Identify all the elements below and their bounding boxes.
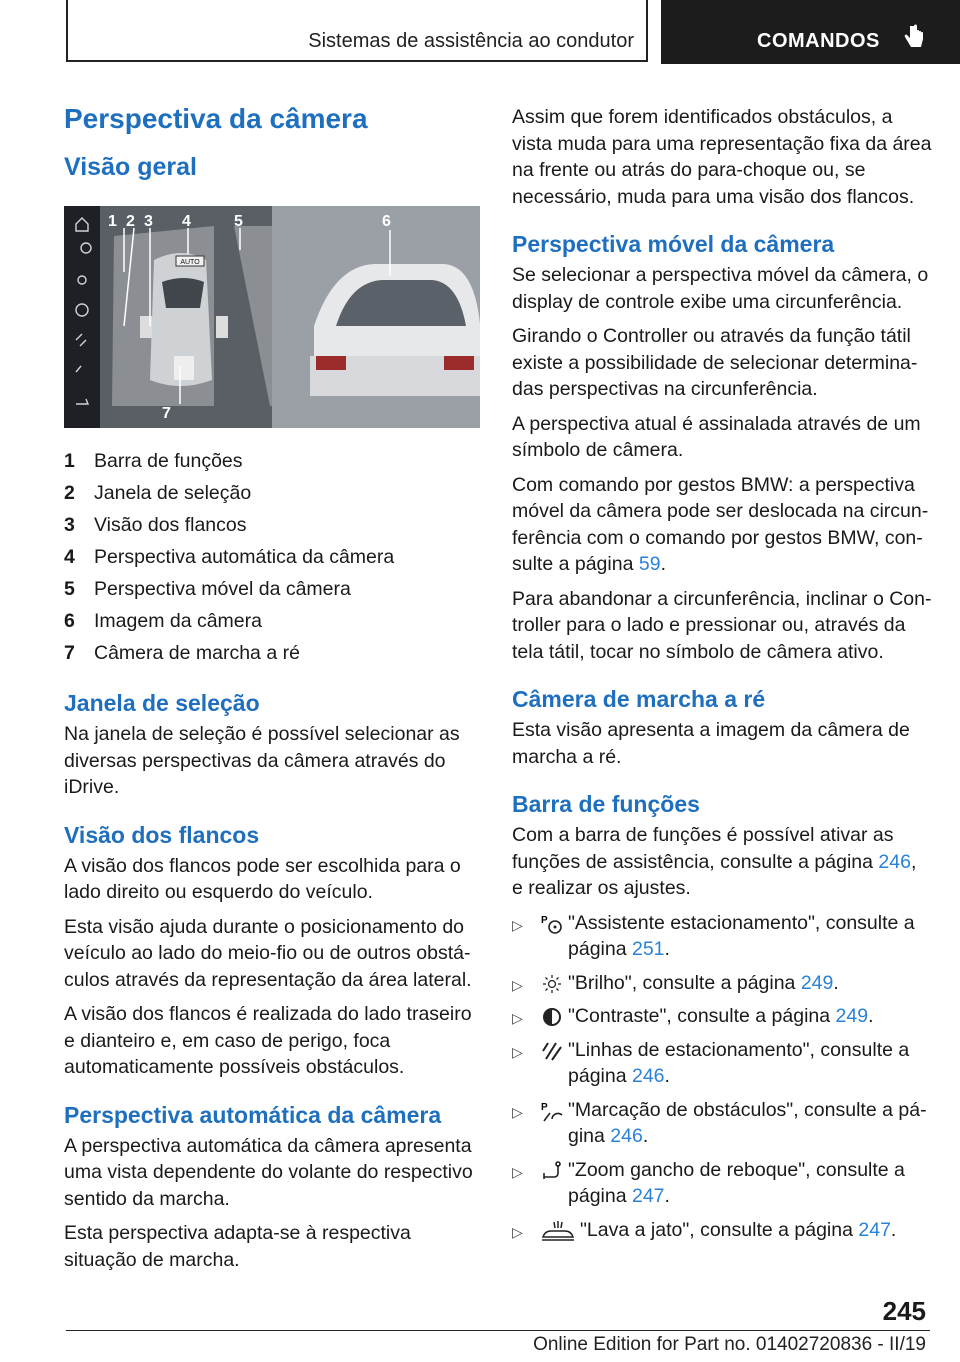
edition-note: Online Edition for Part no. 01402720836 - II/19 bbox=[533, 1334, 926, 1355]
camera-screen-figure bbox=[64, 206, 480, 428]
function-bar-heading: Barra de funções bbox=[512, 791, 700, 817]
figure-label-7: 7 bbox=[162, 405, 171, 422]
legend-item: 7 Câmera de marcha a ré bbox=[64, 642, 300, 664]
paragraph: Assim que forem identificados obstáculos, a vista muda para uma representação fixa da área na frente ou atrás do para-choque ou, se necessário, muda para uma visão dos flancos. bbox=[512, 106, 932, 208]
brightness-icon bbox=[540, 972, 564, 996]
flank-view-heading: Visão dos flancos bbox=[64, 821, 260, 848]
parking-assistant-icon bbox=[540, 912, 564, 936]
legend-item: 6 Imagem da câmera bbox=[64, 610, 262, 632]
legend-item: 2 Janela de seleção bbox=[64, 482, 252, 504]
function-bar-list bbox=[512, 910, 932, 1244]
page-link[interactable]: 247 bbox=[858, 1218, 891, 1241]
figure-label-3: 3 bbox=[144, 213, 153, 230]
paragraph: Para abandonar a circunferência, inclinar o Controller para o lado e pressionar ou, através da tela tátil, tocar no símbolo de câmera ativo. bbox=[512, 587, 932, 663]
right-column bbox=[512, 104, 932, 1250]
page-link[interactable]: 249 bbox=[800, 971, 834, 994]
list-item: ▷ "Lava a jato", consulte a página 247. bbox=[512, 1217, 932, 1244]
paragraph: A visão dos flancos é realizada do lado traseiro e dianteiro e, em caso de perigo, foca automaticamente possíveis obstáculos. bbox=[64, 1003, 472, 1078]
list-item: ▷ P "Assistente estacionamento", consulte a página 251. bbox=[512, 911, 915, 960]
legend-item: 3 Visão dos flancos bbox=[64, 514, 247, 536]
list-item: ▷ "Brilho", consulte a página 249. bbox=[512, 970, 932, 997]
page-link[interactable]: 246 bbox=[631, 1065, 665, 1087]
car-wash-icon bbox=[540, 1219, 576, 1243]
page-header bbox=[66, 0, 960, 64]
chapter-tab bbox=[661, 0, 960, 64]
page-number: 245 bbox=[882, 1296, 926, 1326]
selection-window-heading: Janela de seleção bbox=[64, 690, 260, 716]
overview-heading: Visão geral bbox=[64, 153, 197, 181]
paragraph: Na janela de seleção é possível selecionar as diversas perspectivas da câmera através do iDrive. bbox=[64, 723, 460, 798]
legend-item: 4 Perspectiva automática da câmera bbox=[64, 546, 395, 568]
svg-text:P: P bbox=[541, 914, 548, 926]
chapter-title: COMANDOS bbox=[757, 30, 880, 52]
left-column bbox=[64, 100, 484, 1281]
paragraph: Girando o Controller ou através da função tátil existe a possibilidade de selecionar determinadas perspectivas na circunferência. bbox=[512, 325, 918, 400]
bullet-triangle-icon: ▷ bbox=[512, 1010, 523, 1026]
hand-pointer-icon bbox=[899, 22, 929, 52]
footer-divider bbox=[66, 1330, 930, 1331]
paragraph: A visão dos flancos pode ser escolhida para o lado direito ou esquerdo do veículo. bbox=[64, 854, 461, 903]
parking-lines-icon bbox=[540, 1039, 564, 1063]
contrast-icon bbox=[540, 1005, 564, 1029]
mobile-perspective-heading: Perspectiva móvel da câmera bbox=[512, 231, 835, 257]
auto-badge: AUTO bbox=[180, 259, 200, 266]
page-link[interactable]: 246 bbox=[610, 1125, 643, 1147]
page-link[interactable]: 249 bbox=[835, 1005, 869, 1027]
auto-perspective-heading: Perspectiva automática da câmera bbox=[64, 1101, 442, 1128]
legend-item: 5 Perspectiva móvel da câmera bbox=[64, 578, 351, 600]
section-title: Sistemas de assistência ao condutor bbox=[66, 0, 648, 62]
paragraph: Com a barra de funções é possível ativar as funções de assistência, consulte a página 246, e realizar os ajustes. bbox=[512, 824, 917, 899]
paragraph: Esta visão ajuda durante o posicionamento do veículo ao lado do meio-fio ou de outros obstáculos através da representação da área lateral. bbox=[64, 915, 472, 991]
paragraph: A perspectiva automática da câmera apresenta uma vista dependente do volante do respectivo sentido da marcha. bbox=[64, 1134, 473, 1210]
svg-text:P: P bbox=[541, 1101, 548, 1113]
obstacle-marking-icon bbox=[540, 1099, 564, 1123]
page-link[interactable]: 247 bbox=[631, 1185, 665, 1207]
figure-label-6: 6 bbox=[382, 213, 391, 230]
rear-camera-heading: Câmera de marcha a ré bbox=[512, 686, 766, 712]
paragraph: Com comando por gestos BMW: a perspectiva móvel da câmera pode ser deslocada na circunferência com o comando por gestos BMW, consulte a página 59. bbox=[512, 473, 929, 575]
figure-legend bbox=[64, 445, 484, 669]
list-item: ▷ "Contraste", consulte a página 249. bbox=[512, 1003, 932, 1030]
page-link[interactable]: 246 bbox=[878, 850, 911, 873]
bullet-triangle-icon: ▷ bbox=[512, 1043, 523, 1060]
paragraph: A perspectiva atual é assinalada através de um símbolo de câmera. bbox=[512, 412, 921, 461]
page-link[interactable]: 59 bbox=[638, 553, 661, 575]
legend-item: 1 Barra de funções bbox=[64, 450, 243, 472]
figure-label-5: 5 bbox=[234, 213, 243, 230]
paragraph: Se selecionar a perspectiva móvel da câmera, o display de controle exibe uma circunferência. bbox=[512, 264, 929, 313]
page-link[interactable]: 251 bbox=[631, 938, 665, 960]
bullet-triangle-icon: ▷ bbox=[512, 976, 523, 993]
bullet-triangle-icon: ▷ bbox=[512, 1103, 523, 1120]
paragraph: Esta visão apresenta a imagem da câmera de marcha a ré. bbox=[512, 719, 910, 768]
tow-hitch-zoom-icon bbox=[540, 1159, 564, 1183]
bullet-triangle-icon: ▷ bbox=[512, 1163, 523, 1180]
figure-label-4: 4 bbox=[182, 213, 191, 230]
figure-label-2: 2 bbox=[126, 213, 135, 230]
page-title: Perspectiva da câmera bbox=[64, 103, 368, 134]
list-item: ▷ P "Marcação de obstáculos", consulte a página 246. bbox=[512, 1098, 927, 1147]
figure-label-1: 1 bbox=[108, 213, 117, 230]
bullet-triangle-icon: ▷ bbox=[512, 916, 523, 933]
bullet-triangle-icon: ▷ bbox=[512, 1223, 523, 1240]
list-item: ▷ "Zoom gancho de reboque", consulte a página 247. bbox=[512, 1158, 905, 1207]
paragraph: Esta perspectiva adapta-se à respectiva situação de marcha. bbox=[64, 1222, 411, 1271]
list-item: ▷ "Linhas de estacionamento", consulte a página 246. bbox=[512, 1038, 910, 1087]
